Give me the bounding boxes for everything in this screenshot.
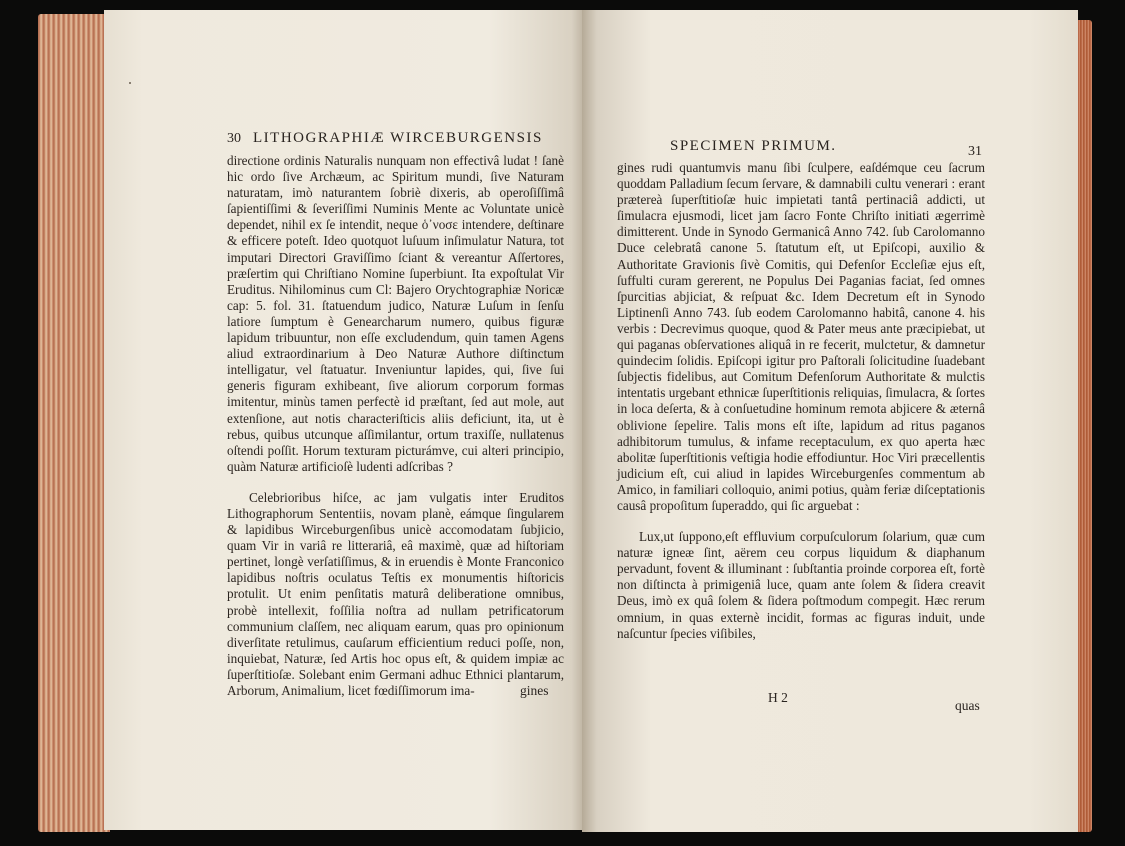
left-paragraph-1: directione ordinis Naturalis nunquam non effectivâ ludat ! ſanè hic ordo ſive Archæum, ac Spiritum mundi, ſive Naturam naturatam, imò naturantem ſobriè dixeris, ab operoſiſſimâ ſapientiſſimi & ſeveriſſimi Numinis Mente ac Voluntate unicè dependet, nihil ex ſe intendit, neque ὁ᾽νοσε intendere, deſtinare & efficere poteſt. Ideo quotquot luſuum inſimulatur Natura, tot imputari Directori Graviſſimo ſciant & vereantur Aſſertores, præſertim qui Chriſtiano Nomine ſuperbiunt. Ita expoſtulat Vir Eruditus. Nihilominus cum Cl: Bajero Orychtographiæ Noricæ cap: 5. fol. 31. ſtatuendum judico, Naturæ Luſum in ſenſu latiore ſumptum è Genearcharum numero, quibus figuræ lapidum tribuuntur, non eſſe excludendum, quin tamen Agens aliud extraordinarium à Deo Naturæ Authore diſtinctum intelligatur, vel ſtatuatur. Inveniuntur lapides, qui, ſive ſui generis figuram exhibeant, ſive aliorum corporum formas imitentur, minùs tamen perfectè id præſtant, ſed aut mole, aut extenſione, aut notis characteriſticis aliis deficiunt, ita, ut è rebus, quibus utcunque aſſimilantur, ortum traxiſſe, nullatenus oſtendi poſſit. Horum texturam picturámve, cui alteri principio, quàm Naturæ artificioſè ludenti adſcribas ? [227,153,564,474]
right-running-head: SPECIMEN PRIMUM. [670,138,837,154]
right-body-text [617,160,985,642]
right-paragraph-2: Lux,ut ſuppono,eſt effluvium corpuſculorum ſolarium, quæ cum naturæ igneæ ſint, aërem ceu corpus liquidum & diaphanum pervadunt, fovent & illuminant : ſubſtantia proinde corporea eſt, fortè non diſtincta à primigeniâ luce, quam ante ſolem & ſidera creavit Deus, imò ex quâ ſolem & ſidera poſtmodum compegit. Hæc rerum omnium, in quas externè incidit, formas ac figuras induit, unde naſcuntur ſpecies viſibiles, [617,529,985,641]
page-edges-left [38,14,110,832]
ink-speck [129,82,131,84]
right-page-number: 31 [968,144,982,159]
right-page [582,10,1078,832]
right-catchword: quas [955,698,980,713]
left-page [104,10,586,830]
left-running-head: LITHOGRAPHIÆ WIRCEBURGENSIS [253,130,543,146]
left-page-number: 30 [227,131,241,146]
left-catchword: gines [520,683,549,698]
right-paragraph-1: gines rudi quantumvis manu ſibi ſculpere, eaſdémque ceu ſacrum quoddam Palladium ſecum ſervare, & damnabili cultu venerari : erant prætereà ſuperſtitioſæ huic impietati tantâ pertinaciâ addicti, ut ſimulacra ejusmodi, licet jam ſacro Fonte Chriſto initiati ægerrimè dimitterent. Unde in Synodo Germanicâ Anno 742. ſub Carolomanno Duce celebratâ canone 5. ſtatutum eſt, ut Epiſcopi, auxilio & Authoritate Gravionis ſivè Comitis, qui Defenſor Eccleſiæ ejus eſt, ſuffulti curam gererent, ne Populus Dei Paganias faciat, ſed omnes ſpurcitias abjiciat, & reſpuat &c. Idem Decretum eſt in Synodo Liptinenſi Anno 743. ſub eodem Carolomanno habitâ, canone 4. his verbis : Decrevimus quoque, quod & Pater meus ante præcipiebat, ut qui paganas obſervationes aliquâ in re fecerit, mulctetur, & damnetur quindecim ſolidis. Epiſcopi igitur pro Paſtorali ſolicitudine ſuadebant ſubjectis fidelibus, aut Comitum Defenſorum Authoritate & mulctis intentatis urgebant ethnicæ ſuperſtitionis reliquias, ſimulacra, & ſortes in loca deſerta, & à conſuetudine hominum remota abjicere & æternâ oblivione ſepelire. Talis mons eſt iſte, lapidum ad ritus paganos adhibitorum tumulus, & infame receptaculum, ex quo aperta hæc abolitæ ſuperſtitionis veſtigia hodie effodiuntur. Hoc Viri præcellentis judicium eſt, cui aliud in lapides Wirceburgenſes commentum ab Amico, in familiari colloquio, animi potius, quàm feriæ diſceptationis causâ propoſitum ſuperaddo, qui ſic arguebat : [617,160,985,513]
signature-mark: H 2 [768,690,788,705]
open-book [38,6,1092,839]
left-body-text [227,153,564,699]
left-paragraph-2: Celebrioribus hiſce, ac jam vulgatis inter Eruditos Lithographorum Sententiis, novam planè, eámque ſingularem & lapidibus Wirceburgenſibus unicè accomodatam ſubjicio, quam Vir in variâ re litterariâ, eâ maximè, quæ ad hiſtoriam pertinet, longè verſatiſſimus, & in eruendis è Monte Franconico lapidibus noſtris oculatus Teſtis ex monumentis hiſtoricis protulit. Ut enim penſitatis maturâ deliberatione omnibus, probè intellexit, foſſilia noſtra ad nullam petrificatorum communium claſſem, nec aliquam earum, quas pro opinionum diverſitate retulimus, cauſarum efficientium reduci poſſe, non, inquiebat, Naturæ, ſed Artis hoc opus eſt, & quidem impiæ ac ſuperſtitioſæ. Solebant enim Germani adhuc Ethnici plantarum, Arborum, Animalium, licet fœdiſſimorum ima- [227,489,564,698]
